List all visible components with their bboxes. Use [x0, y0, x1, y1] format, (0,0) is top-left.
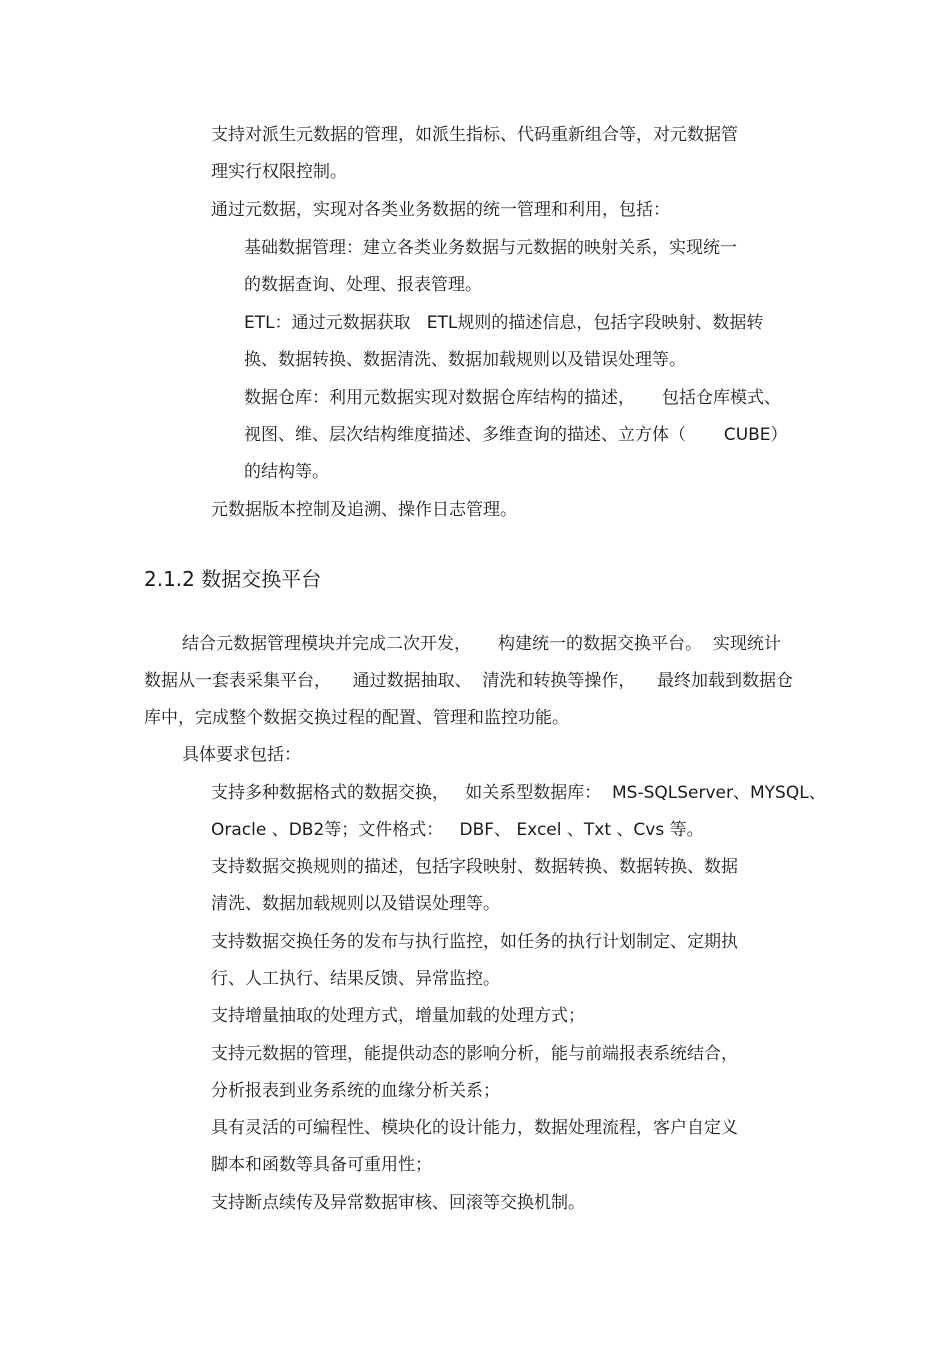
- sub-item-etl-line2: 换、数据转换、数据清洗、数据加载规则以及错误处理等。: [244, 350, 686, 370]
- req-formats-line2: Oracle 、DB2等；文件格式： DBF、 Excel 、Txt 、Cvs 等。: [211, 820, 704, 840]
- req-programmable-line2: 脚本和函数等具备可重用性；: [211, 1155, 432, 1175]
- sub-item-warehouse-line1: 数据仓库：利用元数据实现对数据仓库结构的描述， 包括仓库模式、: [244, 388, 782, 408]
- intro-paragraph-line2: 数据从一套表采集平台， 通过数据抽取、 清洗和转换等操作， 最终加载到数据仓: [144, 671, 794, 691]
- sub-item-etl-line1: ETL：通过元数据获取 ETL规则的描述信息，包括字段映射、数据转: [244, 313, 764, 333]
- sub-item-warehouse-line2: 视图、维、层次结构维度描述、多维查询的描述、立方体（ CUBE）: [244, 425, 788, 445]
- req-tasks-line2: 行、人工执行、结果反馈、异常监控。: [211, 969, 500, 989]
- metadata-item-version: 元数据版本控制及追溯、操作日志管理。: [211, 500, 517, 520]
- req-metadata-line1: 支持元数据的管理，能提供动态的影响分析，能与前端报表系统结合，: [211, 1044, 738, 1064]
- req-formats-line1: 支持多种数据格式的数据交换， 如关系型数据库： MS-SQLServer、MYSQL、: [211, 783, 826, 803]
- section-heading: 2.1.2 数据交换平台: [144, 567, 322, 591]
- metadata-item-derived-line2: 理实行权限控制。: [211, 162, 347, 182]
- sub-item-basic-data-line2: 的数据查询、处理、报表管理。: [244, 275, 482, 295]
- intro-paragraph-line1: 结合元数据管理模块并完成二次开发， 构建统一的数据交换平台。 实现统计: [182, 634, 781, 654]
- req-rules-line2: 清洗、数据加载规则以及错误处理等。: [211, 894, 500, 914]
- sub-item-basic-data-line1: 基础数据管理：建立各类业务数据与元数据的映射关系，实现统一: [244, 238, 737, 258]
- req-metadata-line2: 分析报表到业务系统的血缘分析关系；: [211, 1081, 500, 1101]
- req-tasks-line1: 支持数据交换任务的发布与执行监控，如任务的执行计划制定、定期执: [211, 932, 738, 952]
- req-rules-line1: 支持数据交换规则的描述，包括字段映射、数据转换、数据转换、数据: [211, 857, 738, 877]
- requirements-label: 具体要求包括：: [182, 745, 301, 765]
- intro-paragraph-line3: 库中，完成整个数据交换过程的配置、管理和监控功能。: [144, 708, 569, 728]
- metadata-item-derived-line1: 支持对派生元数据的管理，如派生指标、代码重新组合等，对元数据管: [211, 125, 738, 145]
- metadata-item-unified: 通过元数据，实现对各类业务数据的统一管理和利用，包括：: [211, 200, 670, 220]
- req-resume: 支持断点续传及异常数据审核、回滚等交换机制。: [211, 1193, 585, 1213]
- req-incremental: 支持增量抽取的处理方式，增量加载的处理方式；: [211, 1006, 585, 1026]
- req-programmable-line1: 具有灵活的可编程性、模块化的设计能力，数据处理流程，客户自定义: [211, 1118, 738, 1138]
- sub-item-warehouse-line3: 的结构等。: [244, 462, 329, 482]
